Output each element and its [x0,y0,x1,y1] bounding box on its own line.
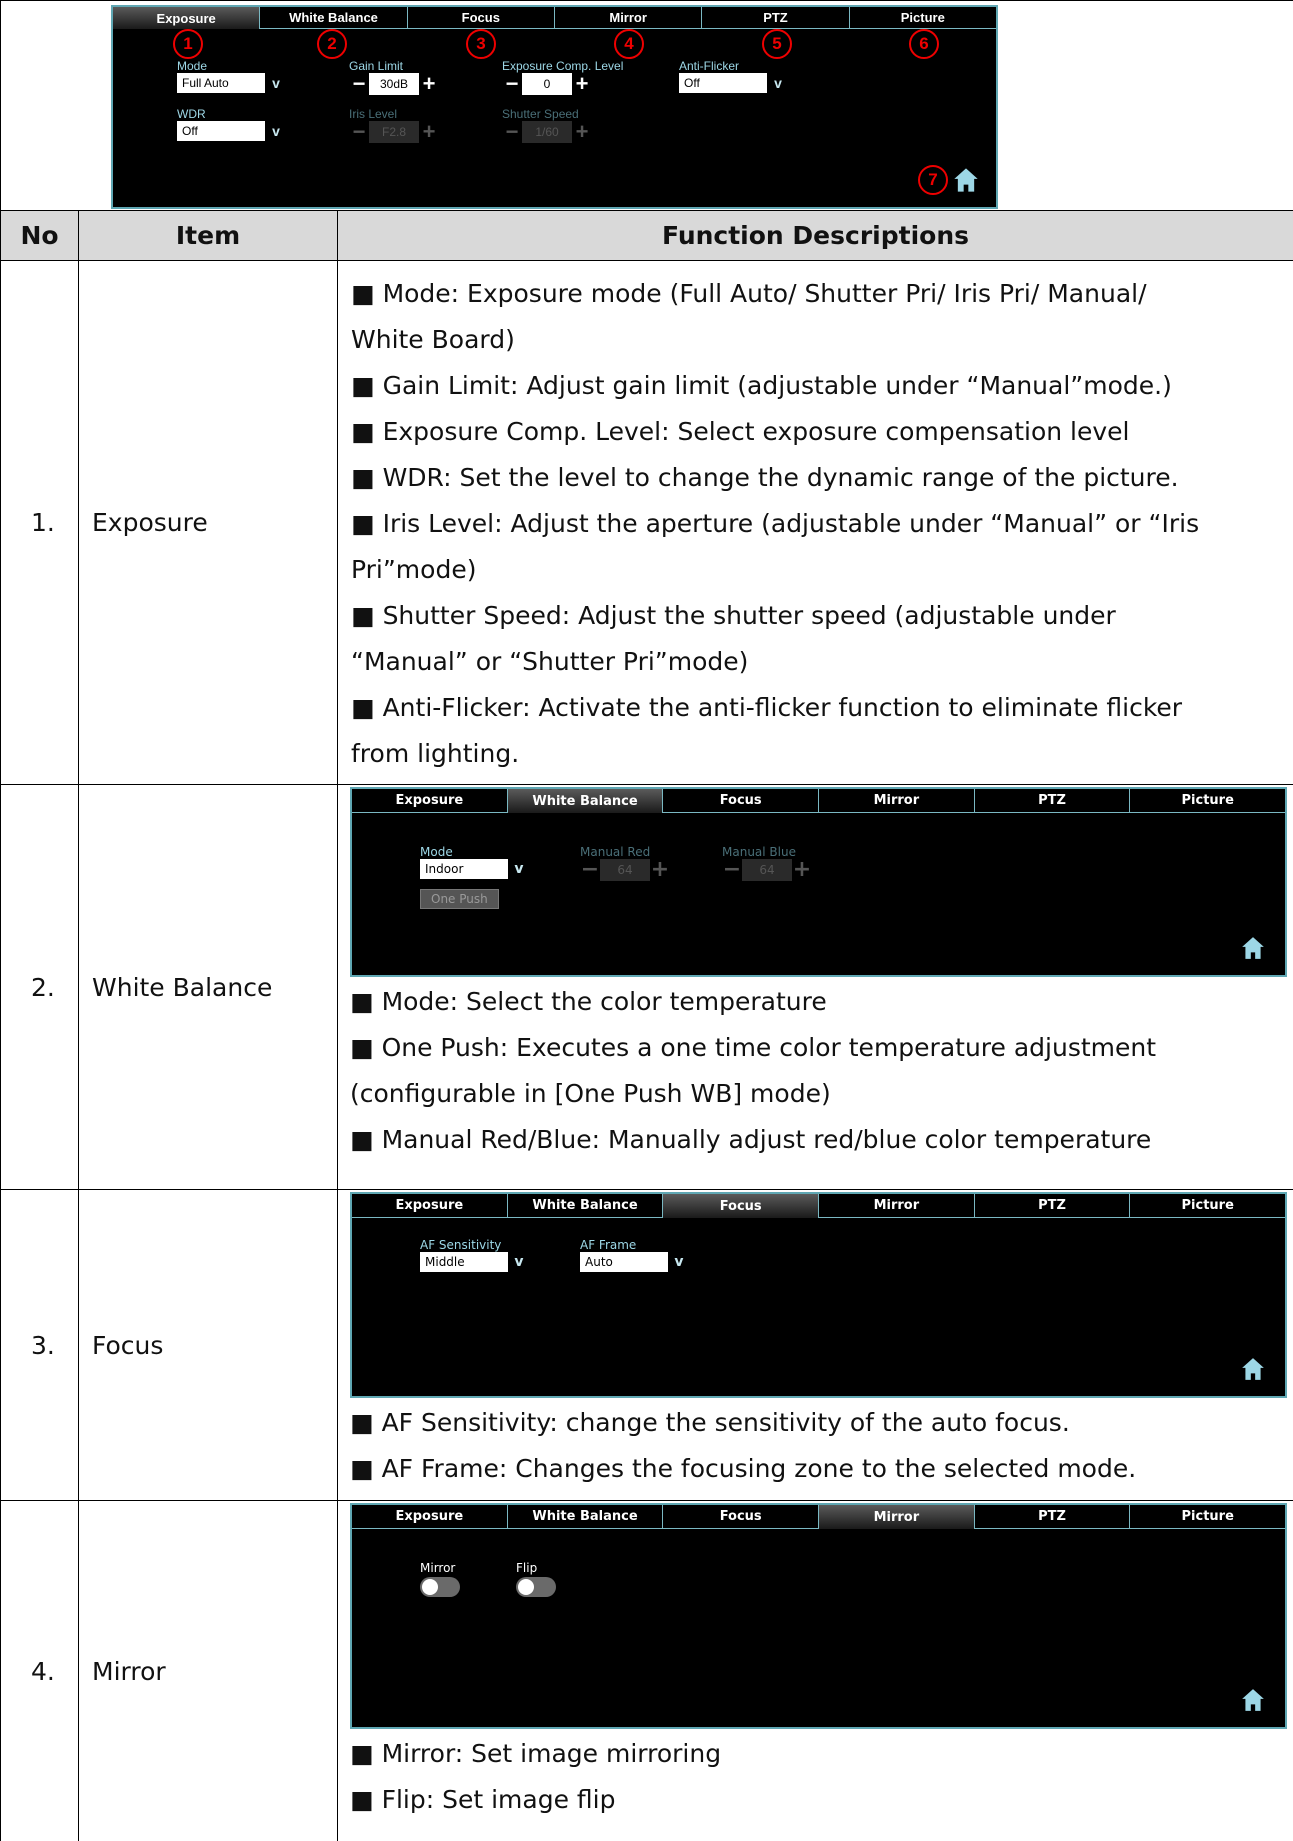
desc-line: ■ Anti-Flicker: Activate the anti-flicker function to eliminate flicker [351,693,1183,722]
header-desc: Function Descriptions [338,211,1293,261]
callout-5: 5 [762,29,792,59]
plus-icon[interactable]: + [422,71,436,96]
plus-icon[interactable]: + [575,119,589,144]
desc-line: ■ Manual Red/Blue: Manually adjust red/blue color temperature [350,1125,1152,1154]
tab-exposure[interactable]: Exposure [352,1194,508,1218]
manual-blue-value: 64 [742,859,792,881]
minus-icon[interactable]: − [505,71,519,96]
desc-line: ■ Exposure Comp. Level: Select exposure compensation level [351,417,1130,446]
anti-flicker-value: Off [679,73,767,93]
minus-icon[interactable]: − [722,857,742,882]
manual-red-label: Manual Red [580,845,651,859]
mirror-label: Mirror [420,1561,456,1575]
mode-select[interactable] [177,73,287,93]
tab-focus[interactable]: Focus [663,1194,819,1218]
tab-picture[interactable]: Picture [1130,789,1285,813]
wdr-select-value: Off [177,121,265,141]
home-icon[interactable] [952,166,980,194]
chevron-down-icon: v [774,75,782,91]
row-number: 2. [1,785,79,1190]
desc-line: White Board) [351,325,515,354]
tab-white-balance[interactable]: White Balance [508,1505,664,1529]
gain-limit-value: 30dB [369,73,419,95]
table-row [1,785,1293,1190]
row-number: 1. [1,261,79,785]
exposure-settings-panel [111,5,998,209]
gain-limit-label: Gain Limit [349,59,404,73]
row-description [338,1190,1293,1501]
toggle-knob [518,1579,534,1595]
tab-white-balance[interactable]: White Balance [508,1194,664,1218]
chevron-down-icon: v [272,75,280,91]
exposure-comp-stepper[interactable] [502,73,592,95]
af-frame-value: Auto [580,1252,668,1272]
desc-line: ■ WDR: Set the level to change the dynamic range of the picture. [351,463,1179,492]
tab-mirror[interactable]: Mirror [555,7,702,29]
anti-flicker-select[interactable] [679,73,789,93]
minus-icon[interactable]: − [505,119,519,144]
minus-icon[interactable]: − [352,71,366,96]
gain-limit-stepper[interactable] [349,73,439,95]
home-icon[interactable] [1240,1356,1266,1382]
manual-blue-label: Manual Blue [722,845,796,859]
desc-line: ■ Gain Limit: Adjust gain limit (adjustable under “Manual”mode.) [351,371,1172,400]
af-sensitivity-label: AF Sensitivity [420,1238,502,1252]
header-item: Item [79,211,338,261]
mode-label: Mode [177,59,208,73]
tab-picture[interactable]: Picture [1130,1194,1285,1218]
wb-mode-value: Indoor [420,859,508,879]
row-item: Focus [79,1190,338,1501]
row-description [338,785,1293,1190]
desc-line: ■ Mirror: Set image mirroring [350,1739,722,1768]
row-item: Exposure [79,261,338,785]
tab-ptz[interactable]: PTZ [702,7,849,29]
shutter-speed-label: Shutter Speed [502,107,579,121]
mode-select-value: Full Auto [177,73,265,93]
home-icon[interactable] [1240,935,1266,961]
wdr-select[interactable] [177,121,287,141]
exposure-screenshot-cell [1,1,1293,211]
white-balance-panel [350,787,1287,977]
exposure-comp-label: Exposure Comp. Level [502,59,624,73]
tab-mirror[interactable]: Mirror [819,789,975,813]
desc-line: ■ Iris Level: Adjust the aperture (adjustable under “Manual” or “Iris [351,509,1200,538]
iris-level-stepper[interactable] [349,121,439,143]
chevron-down-icon: v [514,861,524,877]
desc-line: ■ One Push: Executes a one time color temperature adjustment [350,1033,1157,1062]
callout-6: 6 [909,29,939,59]
tab-exposure[interactable]: Exposure [352,789,508,813]
flip-label: Flip [516,1561,538,1575]
shutter-speed-value: 1/60 [522,121,572,143]
tab-white-balance[interactable]: White Balance [508,789,664,813]
anti-flicker-label: Anti-Flicker [679,59,740,73]
flip-toggle[interactable] [516,1577,556,1597]
row-number: 3. [1,1190,79,1501]
header-no: No [1,211,79,261]
tab-bar [113,7,996,29]
tab-focus[interactable]: Focus [408,7,555,29]
tab-focus[interactable]: Focus [663,789,819,813]
wdr-label: WDR [177,107,206,121]
desc-line: ■ Shutter Speed: Adjust the shutter speed (adjustable under [351,601,1116,630]
table-row [1,261,1293,785]
desc-line: “Manual” or “Shutter Pri”mode) [351,647,749,676]
af-frame-select[interactable] [580,1252,690,1272]
manual-red-stepper[interactable] [580,859,670,881]
af-sensitivity-select[interactable] [420,1252,530,1272]
row-item: Mirror [79,1501,338,1841]
callout-3: 3 [466,29,496,59]
desc-line: ■ AF Frame: Changes the focusing zone to the selected mode. [350,1454,1137,1483]
plus-icon[interactable]: + [792,857,812,882]
af-sensitivity-value: Middle [420,1252,508,1272]
desc-line: ■ Mode: Select the color temperature [350,987,827,1016]
tab-mirror[interactable]: Mirror [819,1194,975,1218]
tab-exposure[interactable]: Exposure [352,1505,508,1529]
chevron-down-icon: v [674,1254,684,1270]
desc-line: Pri”mode) [351,555,477,584]
callout-2: 2 [317,29,347,59]
tab-ptz[interactable]: PTZ [975,789,1131,813]
focus-panel [350,1192,1287,1398]
tab-mirror[interactable]: Mirror [819,1505,975,1529]
iris-level-label: Iris Level [349,107,398,121]
one-push-button[interactable]: One Push [420,889,499,909]
chevron-down-icon: v [514,1254,524,1270]
callout-4: 4 [614,29,644,59]
exposure-comp-value: 0 [522,73,572,95]
mirror-panel [350,1503,1287,1729]
table-row [1,1501,1293,1841]
callout-7: 7 [918,165,948,195]
shutter-speed-stepper[interactable] [502,121,592,143]
table-row [1,1190,1293,1501]
row-number: 4. [1,1501,79,1841]
manual-blue-stepper[interactable] [722,859,812,881]
wb-mode-label: Mode [420,845,453,859]
minus-icon[interactable]: − [352,119,366,144]
tab-picture[interactable]: Picture [1130,1505,1285,1529]
tab-focus[interactable]: Focus [663,1505,819,1529]
tab-ptz[interactable]: PTZ [975,1505,1131,1529]
desc-line: ■ AF Sensitivity: change the sensitivity of the auto focus. [350,1408,1070,1437]
wb-mode-select[interactable] [420,859,530,879]
home-icon[interactable] [1240,1687,1266,1713]
minus-icon[interactable]: − [580,857,600,882]
plus-icon[interactable]: + [650,857,670,882]
row-description [338,261,1293,785]
chevron-down-icon: v [272,123,280,139]
desc-line: ■ Flip: Set image flip [350,1785,616,1814]
tab-ptz[interactable]: PTZ [975,1194,1131,1218]
toggle-knob [422,1579,438,1595]
tab-bar [352,789,1285,813]
manual-red-value: 64 [600,859,650,881]
mirror-toggle[interactable] [420,1577,460,1597]
plus-icon[interactable]: + [422,119,436,144]
tab-bar [352,1194,1285,1218]
row-description [338,1501,1293,1841]
iris-level-value: F2.8 [369,121,419,143]
row-item: White Balance [79,785,338,1190]
desc-line: from lighting. [351,739,520,768]
desc-line: (configurable in [One Push WB] mode) [350,1079,831,1108]
tab-picture[interactable]: Picture [850,7,996,29]
desc-line: ■ Mode: Exposure mode (Full Auto/ Shutter Pri/ Iris Pri/ Manual/ [351,279,1147,308]
plus-icon[interactable]: + [575,71,589,96]
callout-1: 1 [173,29,203,59]
af-frame-label: AF Frame [580,1238,637,1252]
tab-bar [352,1505,1285,1529]
tab-exposure[interactable]: Exposure [113,7,260,29]
tab-white-balance[interactable]: White Balance [260,7,407,29]
